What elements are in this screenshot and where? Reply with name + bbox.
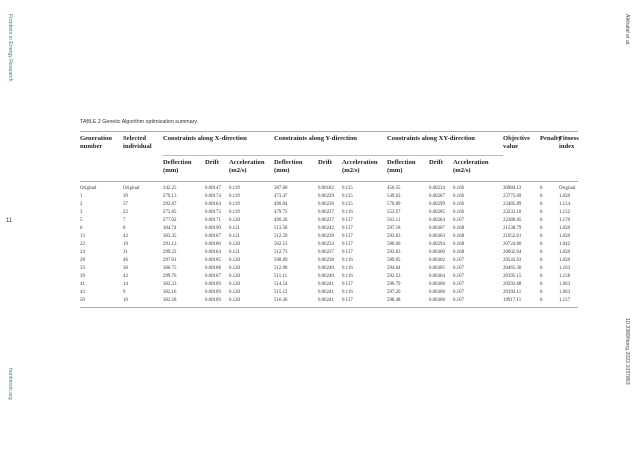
table-cell: 0.00173 [205,210,221,215]
table-cell: 0.00302 [429,258,445,263]
table-row [80,233,578,241]
table-cell: 279.13 [163,194,177,199]
table-cell: 597.18 [387,226,401,231]
table-cell: 22 [80,242,85,247]
table-cell: 596.79 [387,282,401,287]
table-cell: 43 [80,290,85,295]
table-cell: 511.11 [274,274,288,279]
table-cell: 0 [540,242,543,247]
header-fitness: Fitness index [559,135,579,150]
table-cell: 302.33 [163,282,177,287]
table-cell: 1.020 [559,250,571,255]
table-cell: 512.73 [274,250,288,255]
table-cell: 1 [80,194,83,199]
table-cell: 0.00307 [429,226,445,231]
table-cell: 0.00187 [205,274,221,279]
table-cell: 0.119 [229,194,240,199]
table-cell: 0.121 [229,234,241,239]
table-cell: 20465.36 [503,266,522,271]
header-xy-acceleration: Acceleration (m2/s) [453,159,489,174]
table-cell: 1.063 [559,282,571,287]
table-cell: 1.020 [559,194,571,199]
table-cell: 0.00147 [205,186,221,191]
table-cell: 41 [80,282,85,287]
page-number: 11 [6,218,13,224]
table-cell: 0.00238 [318,258,334,263]
table-cell: 0.166 [453,186,465,191]
table-cell: 0.120 [229,274,241,279]
table-cell: 0.117 [342,297,387,308]
table-cell: 19917.11 [503,297,540,308]
table-cell: 0.117 [342,250,353,255]
table-cell: 0.168 [453,250,465,255]
table-cell: 0.00227 [318,218,334,223]
table-cell: 0.168 [453,234,465,239]
table-cell: 1.170 [559,218,571,223]
table-cell: 0.00237 [318,250,334,255]
table-row [80,241,578,249]
header-selected: Selected individual [123,135,152,150]
table-cell: 0.117 [342,226,353,231]
table-cell: 0 [540,297,559,308]
table-cell: 570.89 [387,202,401,207]
table-cell: 10 [123,297,163,308]
table-cell: 0 [540,258,543,263]
table-cell: 0.120 [229,290,241,295]
author-running-head: Alkhafaf et al. [624,14,630,46]
table-cell: 0 [540,250,543,255]
table-cell: 473.47 [274,194,288,199]
table-cell: 0.166 [453,194,465,199]
table-cell: 0.00242 [318,226,334,231]
table-cell: 597.20 [387,290,401,295]
header-x-deflection: Deflection (mm) [163,159,192,174]
table-cell: 0.00304 [429,274,445,279]
table-cell: 0.00189 [205,282,221,287]
table-cell: 0.00189 [205,297,229,308]
table-cell: 302.16 [163,290,177,295]
table-cell: 1.020 [559,234,571,239]
table-cell: 13 [80,234,85,239]
table-cell: 0.116 [342,210,353,215]
table-cell: 0 [540,194,543,199]
table-cell: 0.167 [453,282,465,287]
table-cell: 0.167 [453,274,465,279]
table-cell: 23775.69 [503,194,522,199]
table-cell: 21052.61 [503,234,522,239]
table-cell: 0.00236 [318,202,334,207]
table-cell: 0.00240 [318,266,334,271]
table-cell: 456.55 [387,186,401,191]
table-cell: 515.12 [274,290,288,295]
table-cell: Original [123,186,140,191]
header-generation: Generation number [80,135,112,150]
table-cell: 304.74 [163,226,177,231]
table-cell: 1.163 [559,266,571,271]
ga-summary-table [80,131,578,308]
table-cell: 302.58 [163,297,205,308]
table-cell: 299.22 [163,250,177,255]
table-cell: 277.02 [163,218,177,223]
table-cell: 0.168 [453,242,465,247]
table-cell: 0.120 [229,258,241,263]
table-cell: 0.00180 [205,242,221,247]
table-cell: 0.00188 [205,266,221,271]
table-cell: 512.59 [274,234,288,239]
header-x-drift: Drift [205,159,219,166]
table-cell: 0.00184 [205,202,221,207]
table-row [80,193,578,201]
table-cell: 479.72 [274,210,288,215]
table-cell: 0 [540,234,543,239]
table-cell: 0.167 [453,258,465,263]
table-cell: 1.020 [559,258,571,263]
table-row [80,182,578,194]
table-cell: 300.75 [163,266,177,271]
table-cell: 1.158 [559,274,571,279]
table-cell: 28 [80,258,85,263]
table-cell: 512.98 [274,266,288,271]
table-cell: 7 [123,218,126,223]
table-cell: 0.119 [229,186,240,191]
table-cell: 24 [80,250,85,255]
table-cell: 490.04 [274,202,288,207]
table-cell: 580.60 [387,242,401,247]
table-cell: 0.00233 [318,242,334,247]
table-row [80,257,578,265]
table-cell: 242.25 [163,186,177,191]
table-cell: 502.53 [274,242,288,247]
table-cell: 0.00190 [205,226,221,231]
doi-link[interactable]: 10.3389/fenrg.2022.1037863 [624,318,630,385]
table-cell: 0.167 [453,297,503,308]
table-cell: 0 [540,202,543,207]
table-cell: 39 [123,194,128,199]
header-row-groups [80,132,578,156]
table-cell: 30 [123,266,128,271]
table-cell: 0.116 [342,274,353,279]
header-y-acceleration: Acceleration (m2/s) [342,159,378,174]
table-row [80,273,578,281]
table-row [80,265,578,273]
table-cell: 3 [80,210,83,215]
table-cell: 0.167 [453,266,465,271]
table-cell: 0.121 [229,226,241,231]
table-cell: 2 [80,202,83,207]
table-cell: 598.48 [387,297,429,308]
table-cell: 0.00234 [429,186,445,191]
table-cell: 0.00227 [318,210,334,215]
header-y-deflection: Deflection (mm) [274,159,303,174]
table-row [80,225,578,233]
table-cell: 0.00306 [429,282,445,287]
table-cell: 0.00171 [205,218,221,223]
table-cell: 0.115 [342,202,353,207]
table-cell: 1.063 [559,290,571,295]
header-x-acceleration: Acceleration (m2/s) [229,159,265,174]
journal-website[interactable]: frontiersin.org [7,368,13,400]
header-penalty: Penalty [540,135,562,142]
table-cell: 516.36 [274,297,318,308]
table-cell: 23233.10 [503,210,522,215]
table-cell: 0 [540,210,543,215]
table-cell: 5 [80,218,83,223]
table-cell: 297.01 [163,258,177,263]
table-cell: 0.121 [229,250,241,255]
header-xy-drift: Drift [429,159,443,166]
table-cell: 0.00187 [205,234,221,239]
table-cell: Original [559,186,576,191]
table-cell: 563.11 [387,218,401,223]
table-cell: 0.116 [342,258,353,263]
table-row [80,201,578,209]
table-cell: 0.119 [229,210,240,215]
table-cell: 0 [540,282,543,287]
table-cell: 0.00229 [318,194,334,199]
table-cell: 0.116 [342,290,353,295]
table-cell: 0.116 [342,266,353,271]
table-row [80,217,578,225]
table-cell: 20602.64 [503,250,522,255]
table-cell: 553.57 [387,210,401,215]
header-xy-deflection: Deflection (mm) [387,159,416,174]
table-cell: 592.53 [387,274,401,279]
table-cell: 21538.79 [503,226,522,231]
table-cell: 0.115 [342,186,353,191]
table-cell: 20395.15 [503,274,522,279]
table-cell: 20543.63 [503,258,522,263]
header-x-direction: Constraints along X-direction [163,132,274,156]
table-cell: 0 [540,226,543,231]
table-cell: 20292.68 [503,282,522,287]
table-cell: 43 [123,274,128,279]
table-cell: 0 [540,186,543,191]
table-body [80,182,578,308]
table-cell: 0 [540,274,543,279]
table-cell: 0 [540,290,543,295]
table-cell: 594.64 [387,266,401,271]
table-cell: 0 [540,266,543,271]
table-cell: 0.00239 [318,234,334,239]
table-cell: 0.120 [229,266,241,271]
table-cell: 291.13 [163,242,177,247]
table-row [80,297,578,308]
table-cell: 0.00184 [205,250,221,255]
table-cell: 490.26 [274,218,288,223]
table-cell: 22380.85 [503,218,522,223]
table-cell: 1.157 [559,297,578,308]
table-cell: 0.00306 [429,290,445,295]
table-cell: 0.00285 [429,210,445,215]
table-cell: 0.00294 [429,242,445,247]
table-cell: 0.120 [229,282,241,287]
table-row [80,289,578,297]
table-cell: 0 [540,218,543,223]
table-cell: 50 [80,297,123,308]
table-cell: 0.00287 [429,194,445,199]
table-cell: 20724.66 [503,242,522,247]
table-cell: 43 [123,234,128,239]
table-cell: 20192.11 [503,290,522,295]
table-cell: 1.152 [559,210,571,215]
table-cell: 299.76 [163,274,177,279]
table-cell: 387.00 [274,186,288,191]
table-cell: 0.119 [229,202,240,207]
table-cell: 46 [123,258,128,263]
table-cell: 0.00174 [205,194,221,199]
header-row-metrics [80,156,578,182]
table-cell: 0.00241 [318,297,342,308]
table-cell: 1.020 [559,226,571,231]
table-cell: 0.00241 [318,282,334,287]
table-row [80,209,578,217]
table-cell: 31 [123,250,128,255]
header-y-direction: Constraints along Y-direction [274,132,387,156]
table-cell: 0.00240 [318,274,334,279]
table-cell: 39 [80,274,85,279]
table-cell: 0.117 [342,218,353,223]
table-cell: 0.00284 [429,218,445,223]
table-cell: 549.63 [387,194,401,199]
table-row [80,281,578,289]
table-cell: 513.58 [274,226,288,231]
table-cell: 292.87 [163,202,177,207]
table-cell: 0.115 [342,194,353,199]
table-cell: 23485.89 [503,202,522,207]
table-cell: 0.00185 [205,258,221,263]
table-cell: 30984.13 [503,186,522,191]
table-cell: 0.167 [453,218,465,223]
table-cell: 0.120 [229,218,241,223]
table-cell: 514.54 [274,282,288,287]
table-cell: 0.00299 [429,202,445,207]
table-cell: 0.168 [453,226,465,231]
table-cell: 0.167 [453,290,465,295]
table-cell: 1.154 [559,202,571,207]
table-cell: 19 [123,242,128,247]
table-cell: 0.00305 [429,266,445,271]
table-cell: 0.166 [453,202,465,207]
table-cell: 0.00241 [318,290,334,295]
table-cell: 593.63 [387,234,401,239]
table-cell: 273.85 [163,210,177,215]
table-cell: 0.00189 [205,290,221,295]
table-cell: 0.117 [342,282,353,287]
table-cell: Original [80,186,97,191]
table-cell: 1.042 [559,242,571,247]
table-cell: 0.120 [229,297,274,308]
table-cell: 0.00300 [429,250,445,255]
table-cell: 0.166 [453,210,465,215]
header-y-drift: Drift [318,159,332,166]
table-cell: 593.63 [387,250,401,255]
header-xy-direction: Constraints along XY-direction [387,132,503,156]
table-caption: TABLE 2 Genetic Algorithm optimization summary. [80,119,199,125]
table-cell: 0.00306 [429,297,453,308]
table-cell: 0.00182 [318,186,334,191]
table-cell: 0.120 [229,242,241,247]
table-cell: 37 [123,202,128,207]
table-row [80,249,578,257]
table-cell: 33 [80,266,85,271]
table-cell: 14 [123,282,128,287]
table-cell: 22 [123,210,128,215]
table-cell: 589.05 [387,258,401,263]
header-objective: Objective value [503,135,531,150]
table-cell: 9 [123,290,126,295]
table-cell: 303.35 [163,234,177,239]
table-cell: 508.69 [274,258,288,263]
table-cell: 8 [123,226,126,231]
table-cell: 0.117 [342,234,353,239]
table-cell: 0.117 [342,242,353,247]
journal-name: Frontiers in Energy Research [7,14,13,82]
table-cell: 0.00303 [429,234,445,239]
table-cell: 6 [80,226,83,231]
